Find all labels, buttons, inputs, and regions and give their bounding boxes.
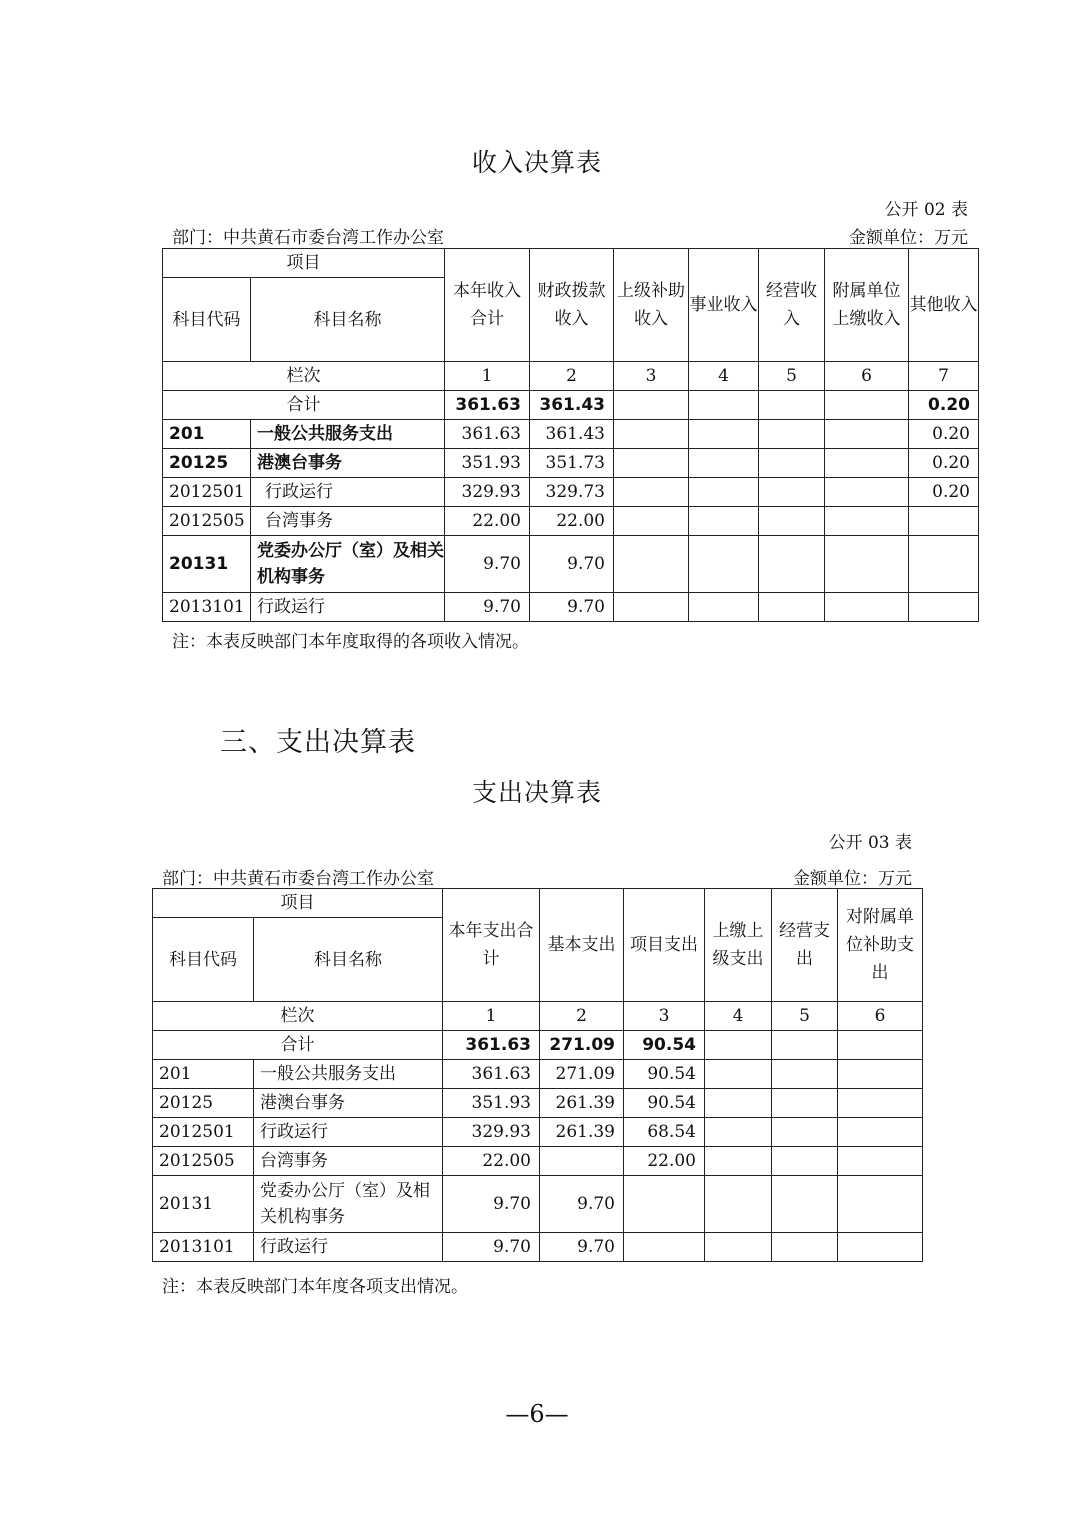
- expense-dept: 部门：中共黄石市委台湾工作办公室: [162, 869, 434, 889]
- table-row: [153, 1089, 923, 1118]
- income-col-num: 5: [759, 362, 825, 391]
- expense-header-item: 项目: [153, 889, 443, 918]
- row-c1: 361.63: [443, 1060, 540, 1089]
- income-col-num: 1: [445, 362, 530, 391]
- table-row: [163, 478, 979, 507]
- table-row: [163, 536, 979, 593]
- table-row: [163, 593, 979, 622]
- income-header-item: 项目: [163, 249, 445, 278]
- row-c1: 22.00: [443, 1147, 540, 1176]
- row-code: 2012501: [163, 478, 251, 507]
- row-name: 一般公共服务支出: [254, 1060, 443, 1089]
- row-c1: 351.93: [445, 449, 530, 478]
- row-c2: [540, 1147, 624, 1176]
- row-name: 台湾事务: [254, 1147, 443, 1176]
- income-header-c2: 财政拨款收入: [530, 249, 614, 362]
- row-code: 20131: [153, 1176, 254, 1233]
- expense-note: 注：本表反映部门本年度各项支出情况。: [162, 1277, 468, 1297]
- row-code: 201: [163, 420, 251, 449]
- income-header-code: 科目代码: [163, 278, 251, 362]
- table-row: [163, 420, 979, 449]
- row-name: 港澳台事务: [251, 449, 445, 478]
- row-c7: 0.20: [909, 449, 979, 478]
- income-total-c7: 0.20: [909, 391, 979, 420]
- row-c1: 329.93: [443, 1118, 540, 1147]
- row-c1: 9.70: [443, 1176, 540, 1233]
- expense-header-code: 科目代码: [153, 918, 254, 1002]
- row-c1: 351.93: [443, 1089, 540, 1118]
- income-title: 收入决算表: [471, 148, 602, 177]
- expense-col-num: 4: [705, 1002, 772, 1031]
- table-row: [163, 507, 979, 536]
- income-total-c2: 361.43: [530, 391, 614, 420]
- row-c1: 361.63: [445, 420, 530, 449]
- row-c3: 90.54: [624, 1089, 705, 1118]
- income-header-name: 科目名称: [251, 278, 445, 362]
- expense-header-c2: 基本支出: [540, 889, 624, 1002]
- income-total-label: 合计: [163, 391, 445, 420]
- row-code: 2013101: [153, 1233, 254, 1262]
- income-unit: 金额单位：万元: [849, 228, 968, 248]
- row-name: 行政运行: [251, 593, 445, 622]
- row-c2: 9.70: [530, 593, 614, 622]
- income-header-c6: 附属单位上缴收入: [825, 249, 909, 362]
- expense-col-num: 3: [624, 1002, 705, 1031]
- row-c1: 9.70: [445, 593, 530, 622]
- table-row: [153, 1147, 923, 1176]
- row-c1: 329.93: [445, 478, 530, 507]
- row-c2: 9.70: [530, 536, 614, 593]
- row-c3: [624, 1176, 705, 1233]
- row-c2: 361.43: [530, 420, 614, 449]
- row-c7: [909, 507, 979, 536]
- row-name: 行政运行: [254, 1118, 443, 1147]
- income-col-num: 4: [689, 362, 759, 391]
- income-header-c1: 本年收入合计: [445, 249, 530, 362]
- row-c2: 329.73: [530, 478, 614, 507]
- income-table-no: 公开 02 表: [884, 200, 968, 220]
- row-name: 党委办公厅（室）及相关机构事务: [251, 536, 445, 593]
- expense-unit: 金额单位：万元: [793, 869, 912, 889]
- expense-header-c1: 本年支出合计: [443, 889, 540, 1002]
- income-table: [162, 248, 979, 622]
- expense-total-row: [153, 1031, 923, 1060]
- expense-col-num: 2: [540, 1002, 624, 1031]
- expense-header-c6: 对附属单位补助支出: [838, 889, 923, 1002]
- section-heading: 三、支出决算表: [220, 727, 416, 758]
- expense-total-c2: 271.09: [540, 1031, 624, 1060]
- expense-total-c1: 361.63: [443, 1031, 540, 1060]
- table-row: [153, 1176, 923, 1233]
- row-code: 2012505: [163, 507, 251, 536]
- income-dept: 部门：中共黄石市委台湾工作办公室: [172, 228, 444, 248]
- expense-title: 支出决算表: [471, 778, 602, 807]
- row-name: 台湾事务: [251, 507, 445, 536]
- row-c3: 90.54: [624, 1060, 705, 1089]
- table-row: [153, 1233, 923, 1262]
- row-code: 2012505: [153, 1147, 254, 1176]
- income-header-c3: 上级补助收入: [614, 249, 689, 362]
- expense-col-label: 栏次: [153, 1002, 443, 1031]
- expense-col-num: 1: [443, 1002, 540, 1031]
- income-header-c5: 经营收入: [759, 249, 825, 362]
- row-c2: 261.39: [540, 1118, 624, 1147]
- row-name: 行政运行: [251, 478, 445, 507]
- page-number: —6—: [505, 1400, 569, 1428]
- row-c3: [624, 1233, 705, 1262]
- row-c1: 22.00: [445, 507, 530, 536]
- row-c1: 9.70: [443, 1233, 540, 1262]
- row-c2: 261.39: [540, 1089, 624, 1118]
- row-c2: 351.73: [530, 449, 614, 478]
- row-c7: [909, 593, 979, 622]
- row-code: 2013101: [163, 593, 251, 622]
- row-code: 2012501: [153, 1118, 254, 1147]
- row-c3: 22.00: [624, 1147, 705, 1176]
- income-header-c4: 事业收入: [689, 249, 759, 362]
- table-row: [153, 1118, 923, 1147]
- income-col-num: 2: [530, 362, 614, 391]
- row-c3: 68.54: [624, 1118, 705, 1147]
- income-col-num: 6: [825, 362, 909, 391]
- row-name: 港澳台事务: [254, 1089, 443, 1118]
- row-c1: 9.70: [445, 536, 530, 593]
- row-c7: 0.20: [909, 478, 979, 507]
- income-total-row: [163, 391, 979, 420]
- expense-header-c3: 项目支出: [624, 889, 705, 1002]
- expense-header-name: 科目名称: [254, 918, 443, 1002]
- row-c2: 9.70: [540, 1176, 624, 1233]
- income-total-c1: 361.63: [445, 391, 530, 420]
- income-header-c7: 其他收入: [909, 249, 979, 362]
- row-code: 201: [153, 1060, 254, 1089]
- table-row: [153, 1060, 923, 1089]
- income-col-label: 栏次: [163, 362, 445, 391]
- expense-header-c5: 经营支出: [772, 889, 838, 1002]
- expense-total-c3: 90.54: [624, 1031, 705, 1060]
- expense-table-no: 公开 03 表: [828, 833, 912, 853]
- expense-table: [152, 888, 923, 1262]
- row-c2: 22.00: [530, 507, 614, 536]
- row-code: 20125: [163, 449, 251, 478]
- table-row: [163, 449, 979, 478]
- income-col-num: 3: [614, 362, 689, 391]
- income-note: 注：本表反映部门本年度取得的各项收入情况。: [172, 632, 529, 652]
- row-name: 党委办公厅（室）及相关机构事务: [254, 1176, 443, 1233]
- expense-total-label: 合计: [153, 1031, 443, 1060]
- row-c2: 271.09: [540, 1060, 624, 1089]
- row-c2: 9.70: [540, 1233, 624, 1262]
- row-code: 20125: [153, 1089, 254, 1118]
- expense-header-c4: 上缴上级支出: [705, 889, 772, 1002]
- row-code: 20131: [163, 536, 251, 593]
- expense-col-num: 6: [838, 1002, 923, 1031]
- row-name: 行政运行: [254, 1233, 443, 1262]
- expense-col-num: 5: [772, 1002, 838, 1031]
- row-c7: [909, 536, 979, 593]
- row-c7: 0.20: [909, 420, 979, 449]
- row-name: 一般公共服务支出: [251, 420, 445, 449]
- income-col-num: 7: [909, 362, 979, 391]
